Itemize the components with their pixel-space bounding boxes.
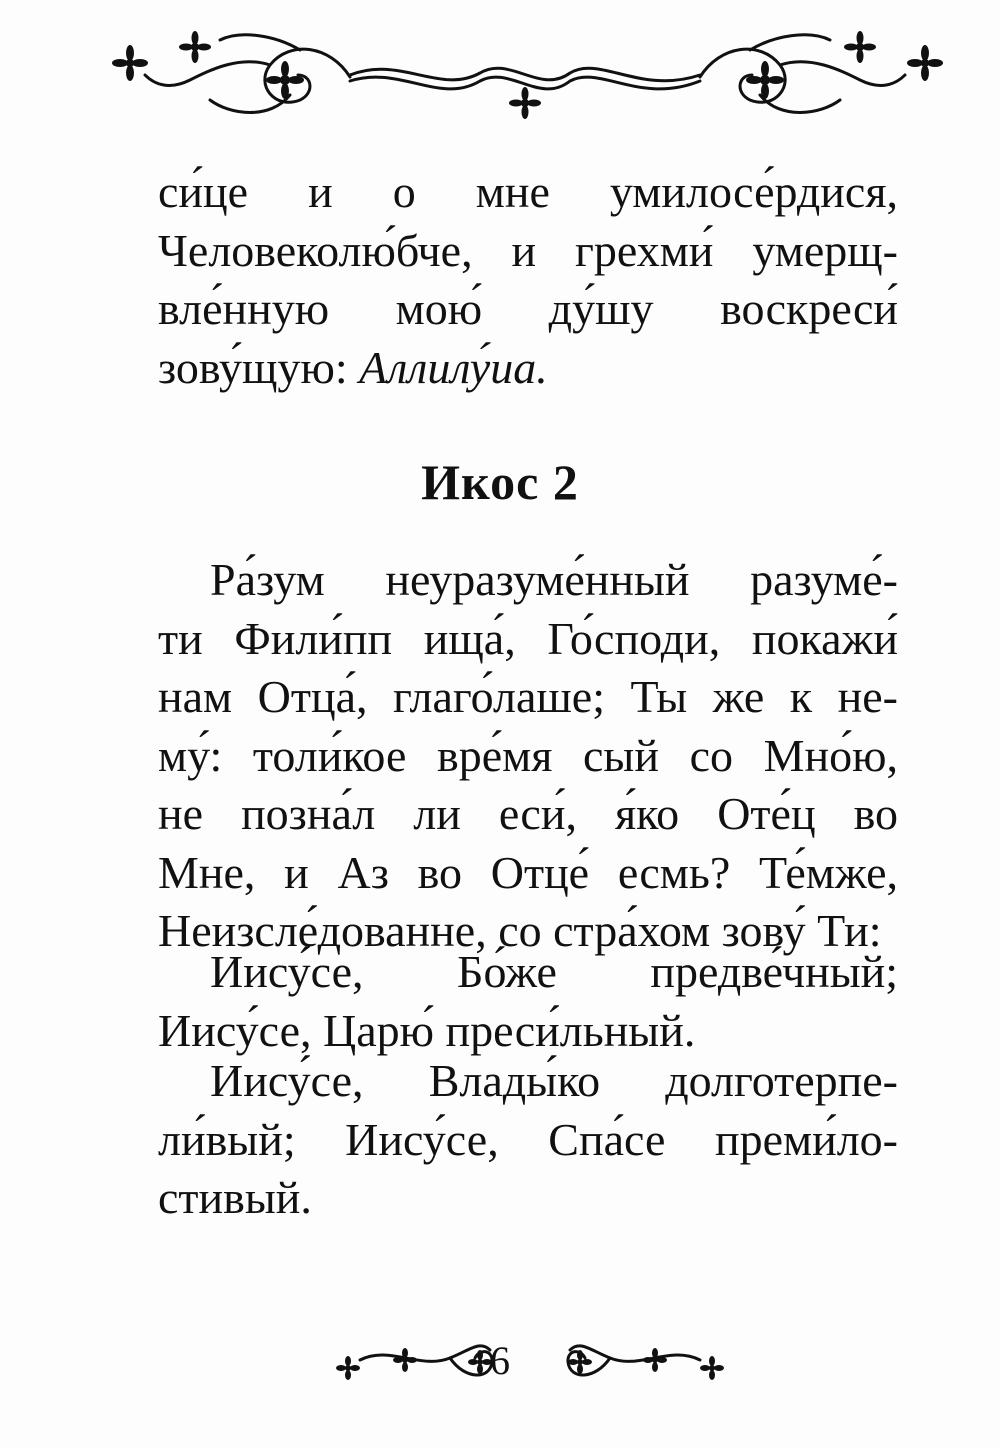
- text-line: си́це и о мне умилосе́рдися,: [158, 166, 898, 217]
- text-line: Неизсле́дованне, со стра́хом зову́ Ти:: [158, 905, 882, 956]
- text-line: нам Отца́, глаго́лаше; Ты же к не-: [158, 671, 898, 722]
- alleluia-italic: Аллилу́иа.: [359, 341, 548, 393]
- text-line: не позна́л ли еси́, я́ко Оте́ц во: [158, 788, 898, 839]
- section-heading: Икос 2: [421, 454, 579, 510]
- text-line: ли́вый; Иису́се, Спа́се преми́ло-: [158, 1113, 898, 1165]
- text-line: вле́нную мою́ ду́шу воскреси́: [158, 283, 898, 334]
- text-line: Ра́зум неуразуме́нный разуме́-: [210, 554, 898, 605]
- invocation-paragraph: [158, 943, 898, 1060]
- text-line: стивый.: [158, 1172, 312, 1223]
- top-floral-ornament-icon: [100, 25, 950, 125]
- text-line: Иису́се, Влады́ко долготерпе-: [210, 1055, 898, 1106]
- paragraph-continuation: [158, 163, 898, 397]
- text-line: Иису́се, Бо́же предве́чный;: [210, 946, 898, 997]
- invocation-paragraph: [158, 1052, 898, 1228]
- text-plain: зову́щую:: [158, 341, 360, 393]
- bottom-floral-ornament-icon: [320, 1320, 740, 1400]
- text-line: ти Фили́пп ища́, Го́споди, покажи́: [158, 612, 898, 664]
- ikos-paragraph: [158, 551, 898, 961]
- text-line: Мне, и Аз во Отце́ есмь? Те́мже,: [158, 846, 898, 898]
- text-line: Человеколю́бче, и грехми́ умерщ-: [158, 224, 898, 276]
- text-line: му́: толи́кое вре́мя сый со Мно́ю,: [158, 729, 898, 781]
- text-line-last: [158, 339, 898, 398]
- text-line: Иису́се, Царю́ преси́льный.: [158, 1004, 696, 1056]
- page-number: 6: [490, 1338, 510, 1383]
